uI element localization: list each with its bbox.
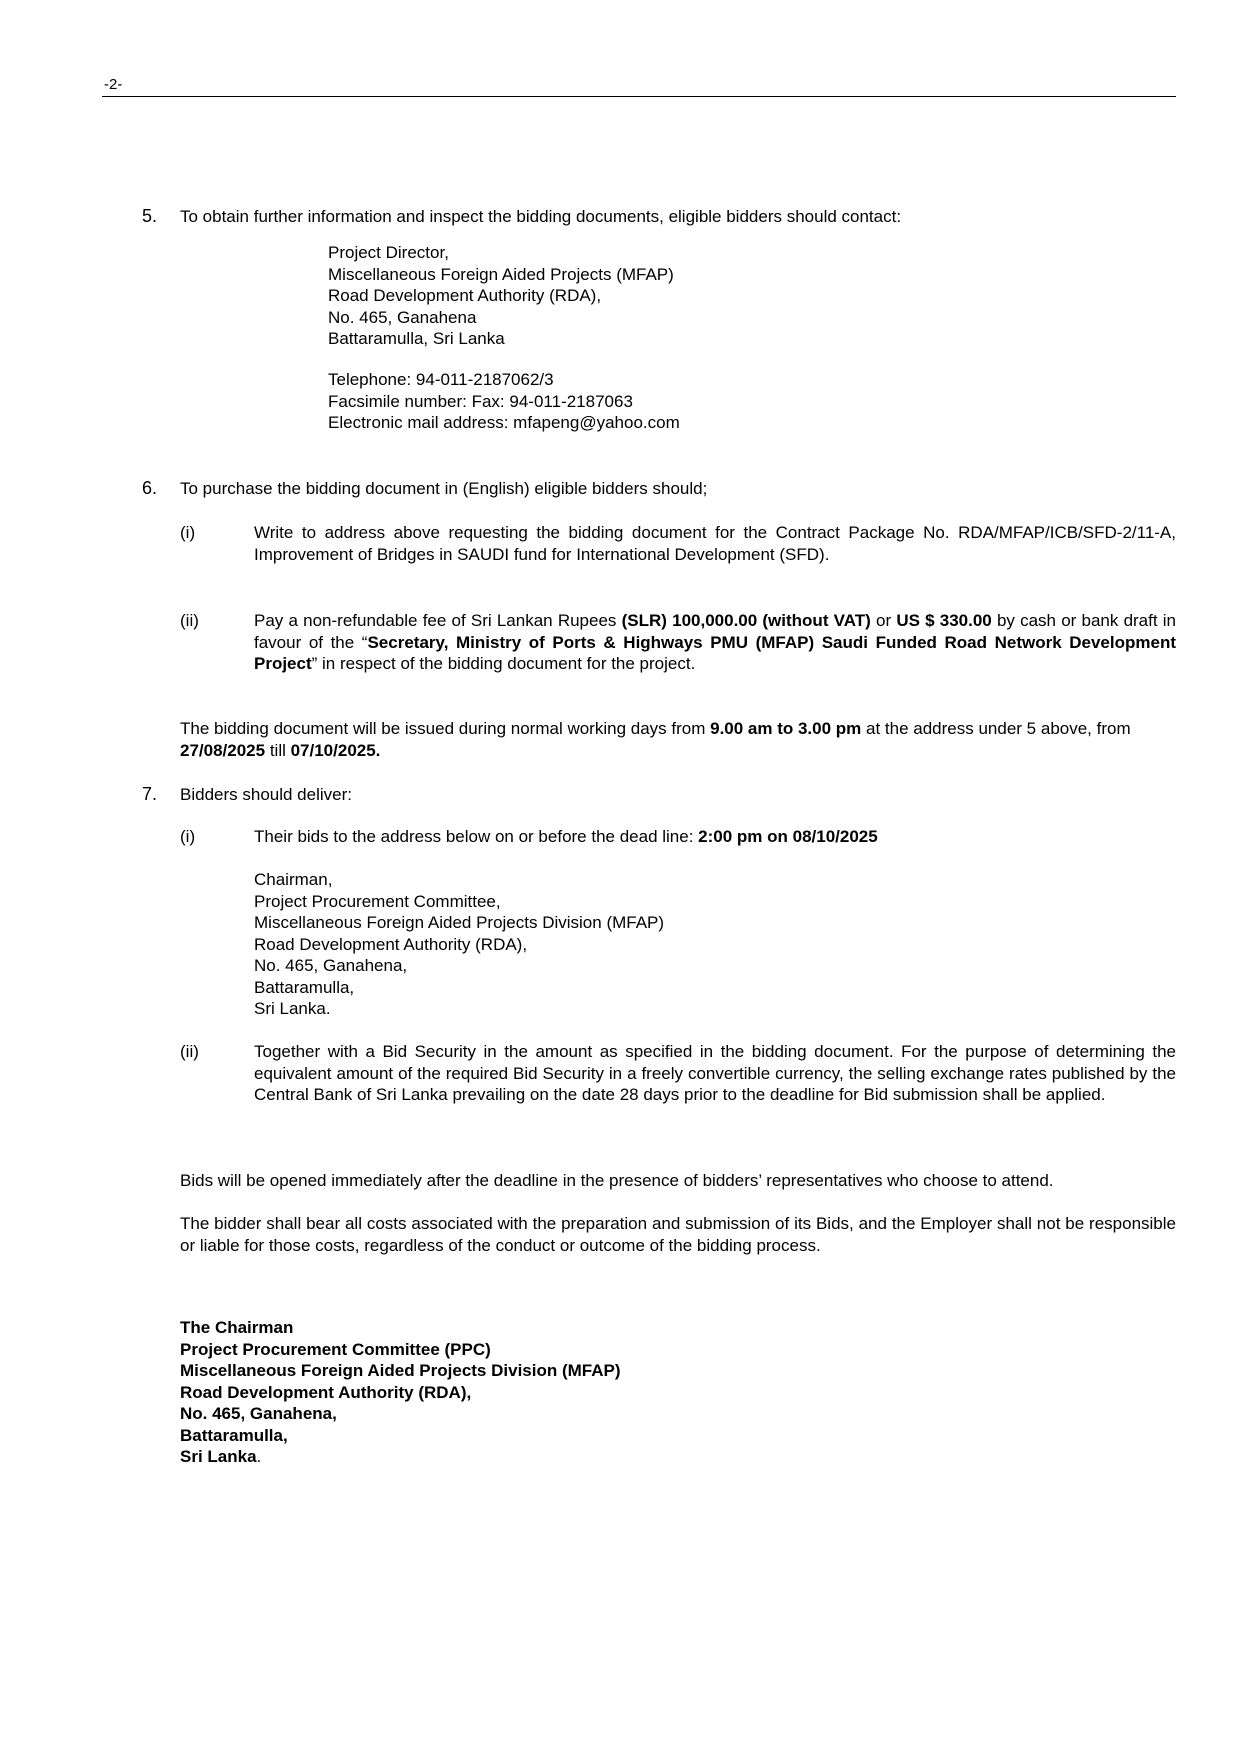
item-6-text: To purchase the bidding document in (English) eligible bidders should; [180,479,708,498]
signature-line: The Chairman [180,1318,294,1337]
item-6-ii-label: (ii) [180,611,199,630]
item-7-text: Bidders should deliver: [180,785,352,804]
signature-line-last: Sri Lanka. [180,1447,262,1466]
address-line: No. 465, Ganahena, [254,956,408,975]
issue-period-text: The bidding document will be issued during normal working days from 9.00 am to 3.00 pm at the address under 5 above, from 27/08/2025 till 07/10/2025. [180,719,1131,760]
address-line: Chairman, [254,870,333,889]
item-5-address [328,242,674,350]
address-line: No. 465, Ganahena [328,307,477,327]
email: Electronic mail address: mfapeng@yahoo.com [328,413,680,432]
item-6-i-text: Write to address above requesting the bidding document for the Contract Package No. RDA/MFAP/ICB/SFD-2/11-A, Improvement of Bridges in SAUDI fund for International Development (SFD). [254,523,1176,564]
address-line: Battaramulla, Sri Lanka [328,329,505,348]
bid-costs-text: The bidder shall bear all costs associated with the preparation and submission of its Bids, and the Employer shall not be responsible or liable for those costs, regardless of the conduct or outcome of the bidding process. [180,1214,1176,1255]
page-number: -2- [104,76,123,93]
item-6-i-label: (i) [180,523,196,542]
item-7-ii-text: Together with a Bid Security in the amount as specified in the bidding document. For the purpose of determining the equivalent amount of the required Bid Security in a freely convertible currency, the selling exchange rates published by the Central Bank of Sri Lanka prevailing on the date 28 days prior to the deadline for Bid submission shall be applied. [254,1042,1176,1104]
signature-line: Miscellaneous Foreign Aided Projects Division (MFAP) [180,1361,621,1380]
address-line: Project Procurement Committee, [254,891,501,911]
address-line: Sri Lanka. [254,999,331,1018]
address-line: Battaramulla, [254,977,355,997]
telephone: Telephone: 94-011-2187062/3 [328,370,554,389]
item-5-number: 5. [142,206,158,226]
fax: Facsimile number: Fax: 94-011-2187063 [328,391,633,411]
item-6-ii-text: Pay a non-refundable fee of Sri Lankan Rupees (SLR) 100,000.00 (without VAT) or US $ 330.00 by cash or bank draft in favour of the “Secretary, Ministry of Ports & Highways PMU (MFAP) Saudi Funded Road Network Development Project” in respect of the bidding document for the project. [254,611,1177,673]
item-6-number: 6. [142,478,158,498]
signature-block [180,1317,621,1468]
item-7-number: 7. [142,784,158,804]
address-line: Project Director, [328,243,449,262]
item-5-contact [328,369,680,434]
signature-line: Project Procurement Committee (PPC) [180,1339,491,1359]
signature-line: No. 465, Ganahena, [180,1404,337,1423]
item-7-i-text: Their bids to the address below on or before the dead line: 2:00 pm on 08/10/2025 [254,827,878,846]
item-7-i-label: (i) [180,827,196,846]
address-line: Miscellaneous Foreign Aided Projects (MFAP) [328,264,674,284]
item-7-address [254,869,664,1020]
bid-opening-text: Bids will be opened immediately after the deadline in the presence of bidders’ representatives who choose to attend. [180,1171,1054,1190]
address-line: Road Development Authority (RDA), [328,286,602,305]
signature-line: Road Development Authority (RDA), [180,1382,472,1402]
item-5-text: To obtain further information and inspect the bidding documents, eligible bidders should contact: [180,207,902,226]
item-7-ii-label: (ii) [180,1042,199,1061]
address-line: Miscellaneous Foreign Aided Projects Division (MFAP) [254,913,665,932]
header-rule [102,96,1176,97]
address-line: Road Development Authority (RDA), [254,934,528,954]
signature-line: Battaramulla, [180,1425,288,1445]
